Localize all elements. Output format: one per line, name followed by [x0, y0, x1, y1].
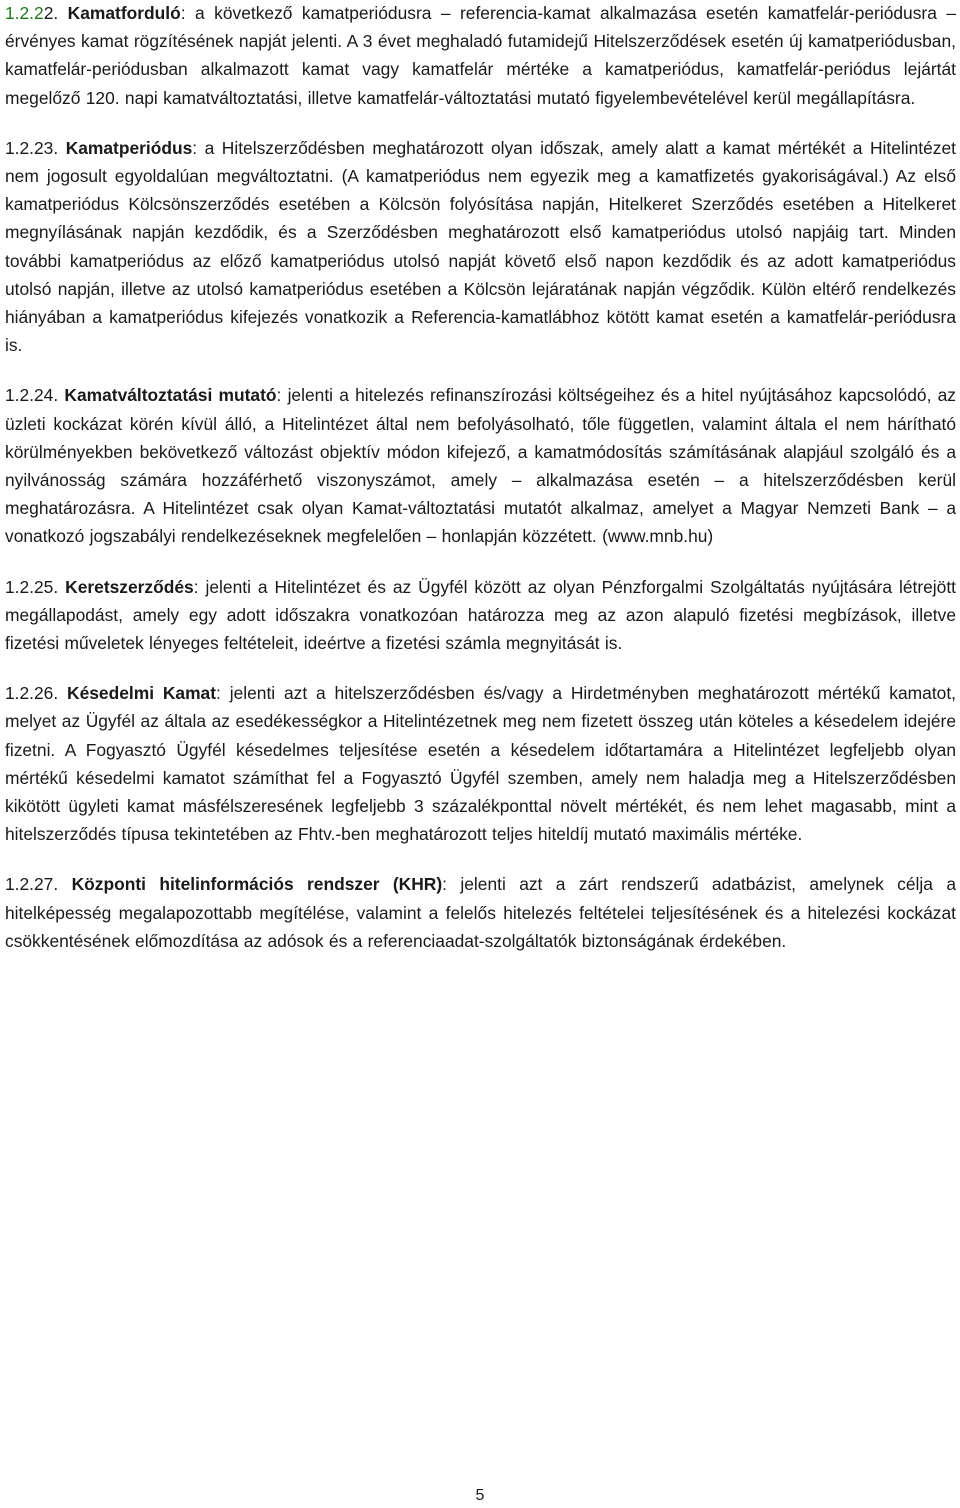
paragraph-number: 1.2.25. [5, 576, 59, 597]
paragraph-1-2-22 [5, 0, 956, 112]
paragraph-number: 1.2.27. [5, 874, 59, 895]
defined-term: Kamatváltoztatási mutató [64, 385, 277, 406]
paragraph-number-highlighted: 1.2.2 [5, 3, 44, 23]
term-separator: : [193, 576, 199, 597]
paragraph-number: 1.2.24. [5, 385, 59, 406]
paragraph-1-2-27 [5, 870, 956, 955]
page-number: 5 [475, 1487, 485, 1504]
definition-text: a következő kamatperiódusra – referencia-kamat alkalmazása esetén kamatfelár-periódusra – érvényes kamat rögzítésének napját jelenti. A 3 évet meghaladó futamidejű Hitelszerződések esetén új kamatperiódusban, kamatfelár-periódusban alkalmazott kamat vagy kamatfelár mértéke a kamatperiódus, kamatfelár-periódus lejártát megelőző 120. napi kamatváltoztatási, illetve kamatfelár-változtatási mutató figyelembevételével kerül megállapításra. [5, 3, 956, 108]
definition-text: jelenti a Hitelintézet és az Ügyfél között az olyan Pénzforgalmi Szolgáltatás nyújtására létrejött megállapodást, amely egy adott időszakra vonatkozóan határozza meg az azon alapuló fizetési megbízások, illetve fizetési műveletek lényeges feltételeit, ideértve a fizetési számla megnyitását is. [5, 576, 956, 654]
paragraph-number: 1.2.26. [5, 683, 59, 704]
paragraph-1-2-26 [5, 679, 956, 848]
definition-text: jelenti azt a hitelszerződésben és/vagy a Hirdetményben meghatározott mértékű kamatot, melyet az Ügyfél az általa az esedékességkor a Hitelintézetnek meg nem fizetett összeg után köteles a késedelem idejére fizetni. A Fogyasztó Ügyfél késedelmes teljesítése esetén a késedelem időtartamára a Hitelintézet legfeljebb olyan mértékű késedelmi kamatot számíthat fel a Fogyasztó Ügyfél szemben, amely nem haladja meg a Hitelszerződésben kikötött ügyleti kamat másfélszeresének legfeljebb 3 százalékponttal növelt mértékét, és nem lehet magasabb, mint a hitelszerződés típusa tekintetében az Fhtv.-ben meghatározott teljes hiteldíj mutató maximális mértéke. [5, 683, 956, 845]
defined-term: Központi hitelinformációs rendszer (KHR) [71, 874, 443, 895]
paragraph-number-rest: 2. [43, 3, 59, 23]
definition-text: a Hitelszerződésben meghatározott olyan időszak, amely alatt a kamat mértékét a Hitelintézet nem jogosult egyoldalúan megváltoztatni. (A kamatperiódus nem egyezik meg a kamatfizetés gyakoriságával.) Az első kamatperiódus Kölcsönszerződés esetében a Kölcsön folyósítása napján, Hitelkeret Szerződés esetében a Hitelkeret megnyílásának napján kezdődik, és a Szerződésben meghatározott első kamatperiódus utolsó napjáig tart. Minden további kamatperiódus az előző kamatperiódus utolsó napját követő első napon kezdődik és az adott kamatperiódus utolsó napján, illetve az utolsó kamatperiódus esetében a Kölcsön lejáratának napján végződik. Külön eltérő rendelkezés hiányában a kamatperiódus kifejezés vonatkozik a Referencia-kamatlábhoz kötött kamat esetén a kamatfelár-periódusra is. [5, 137, 956, 356]
defined-term: Késedelmi Kamat [67, 683, 217, 704]
defined-term: Keretszerződés [65, 576, 194, 597]
paragraph-number [5, 3, 58, 23]
paragraph-number: 1.2.23. [5, 137, 59, 158]
paragraph-1-2-24 [5, 381, 956, 550]
paragraph-1-2-23 [5, 134, 956, 360]
paragraph-1-2-25 [5, 573, 956, 658]
definition-text: jelenti azt a zárt rendszerű adatbázist, amelynek célja a hitelképesség megalapozottabb megítélése, valamint a felelős hitelezés feltételei teljesítésének és a hitelezési kockázat csökkentésének előmozdítása az adósok és a referenciaadat-szolgáltatók biztonságának érdekében. [5, 874, 957, 951]
term-separator: : [192, 137, 198, 158]
document-page [5, 0, 956, 977]
term-separator: : [442, 874, 447, 895]
term-separator: : [276, 385, 282, 406]
defined-term: Kamatperiódus [65, 137, 193, 158]
defined-term: Kamatforduló [67, 3, 181, 23]
term-separator: : [216, 683, 221, 704]
term-separator: : [180, 3, 186, 23]
definition-text: jelenti a hitelezés refinanszírozási költségeihez és a hitel nyújtásához kapcsolódó, az üzleti kockázat körén kívül álló, a Hitelintézet által nem befolyásolható, tőle független, valamint általa el nem hárítható körülményekben bekövetkező változást objektív módon kifejező, a kamatmódosítás számításának alapjául szolgáló és a nyilvánosság számára hozzáférhető viszonyszámot, amely – alkalmazása esetén – a hitelszerződésben kerül meghatározásra. A Hitelintézet csak olyan Kamat-változtatási mutatót alkalmaz, amelyet a Magyar Nemzeti Bank – a vonatkozó jogszabályi rendelkezéseknek megfelelően – honlapján közzétett. (www.mnb.hu) [5, 385, 956, 547]
